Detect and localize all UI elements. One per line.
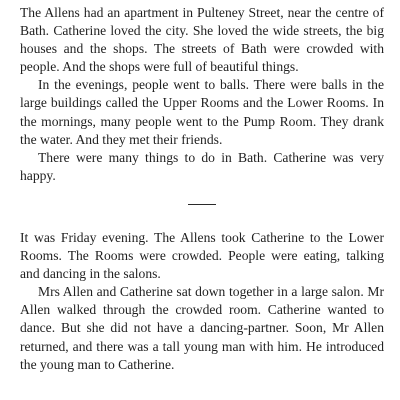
paragraph: Mrs Allen and Catherine sat down together in a large salon. Mr Allen walked through the crowded room. Catherine wanted to dance. But she did not have a dancing-partner. Soon, Mr Allen returned, and there was a tall young man with him. He introduced the young man to Catherine. (20, 284, 384, 372)
book-page (20, 4, 384, 374)
scene-break (20, 187, 384, 223)
paragraph: There were many things to do in Bath. Catherine was very happy. (20, 149, 384, 183)
paragraph: The Allens had an apartment in Pulteney Street, near the centre of Bath. Catherine loved the city. She loved the wide streets, the big houses and the shops. The streets of Bath were crowded with people. And the shops were full of beautiful things. (20, 5, 384, 75)
paragraph: In the evenings, people went to balls. There were balls in the large buildings called the Upper Rooms and the Lower Rooms. In the mornings, many people went to the Pump Room. They drank the water. And they met their friends. (20, 77, 384, 147)
scene-break-rule (188, 204, 216, 205)
paragraph: It was Friday evening. The Allens took Catherine to the Lower Rooms. The Rooms were crowded. People were eating, talking and dancing in the salons. (20, 229, 384, 282)
